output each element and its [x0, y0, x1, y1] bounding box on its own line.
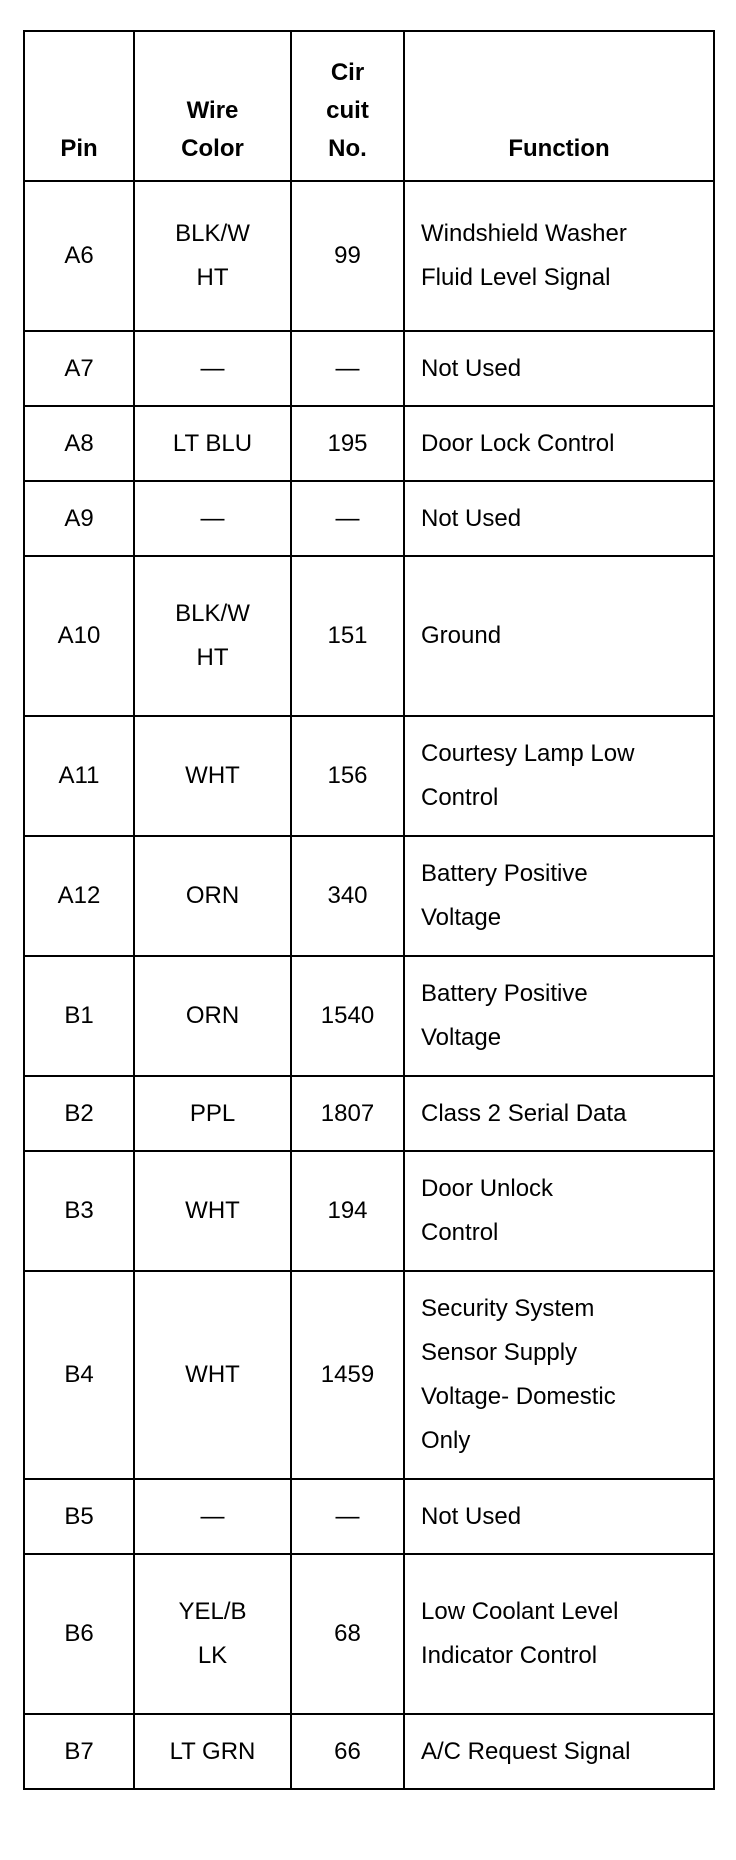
pin-cell: A10 — [24, 556, 134, 716]
wire-color-cell: WHT — [134, 1151, 291, 1271]
table-row — [24, 1714, 714, 1789]
circuit-no-cell: 66 — [291, 1714, 404, 1789]
wire-color-cell: PPL — [134, 1076, 291, 1151]
table-row — [24, 716, 714, 836]
pin-cell: B2 — [24, 1076, 134, 1151]
header-row — [24, 31, 714, 181]
wire-color-cell: ORN — [134, 836, 291, 956]
circuit-no-cell: — — [291, 481, 404, 556]
table-row — [24, 331, 714, 406]
wire-color-cell: WHT — [134, 1271, 291, 1479]
table-row — [24, 836, 714, 956]
table-row — [24, 1271, 714, 1479]
circuit-no-cell: 1459 — [291, 1271, 404, 1479]
circuit-no-cell: — — [291, 1479, 404, 1554]
wire-color-cell: — — [134, 331, 291, 406]
function-cell: Not Used — [404, 481, 714, 556]
pin-cell: A9 — [24, 481, 134, 556]
table-row — [24, 1554, 714, 1714]
circuit-no-cell: 156 — [291, 716, 404, 836]
header-wire-color: Wire Color — [134, 31, 291, 181]
function-cell: Low Coolant Level Indicator Control — [404, 1554, 714, 1714]
circuit-no-cell: 151 — [291, 556, 404, 716]
table-row — [24, 556, 714, 716]
circuit-no-cell: — — [291, 331, 404, 406]
pin-cell: B3 — [24, 1151, 134, 1271]
header-function: Function — [404, 31, 714, 181]
table-row — [24, 1076, 714, 1151]
function-cell: Windshield Washer Fluid Level Signal — [404, 181, 714, 331]
table-row — [24, 956, 714, 1076]
table-row — [24, 1479, 714, 1554]
function-cell: A/C Request Signal — [404, 1714, 714, 1789]
header-circuit-no: Cir cuit No. — [291, 31, 404, 181]
wire-color-cell: — — [134, 481, 291, 556]
pin-cell: A7 — [24, 331, 134, 406]
pin-table — [23, 30, 715, 1790]
wire-color-cell: WHT — [134, 716, 291, 836]
function-cell: Battery Positive Voltage — [404, 836, 714, 956]
table-body — [24, 181, 714, 1789]
circuit-no-cell: 99 — [291, 181, 404, 331]
table-row — [24, 1151, 714, 1271]
table-row — [24, 406, 714, 481]
function-cell: Class 2 Serial Data — [404, 1076, 714, 1151]
pin-cell: B7 — [24, 1714, 134, 1789]
pin-cell: B5 — [24, 1479, 134, 1554]
header-pin: Pin — [24, 31, 134, 181]
pin-cell: B4 — [24, 1271, 134, 1479]
function-cell: Ground — [404, 556, 714, 716]
circuit-no-cell: 1807 — [291, 1076, 404, 1151]
function-cell: Not Used — [404, 1479, 714, 1554]
wire-color-cell: LT GRN — [134, 1714, 291, 1789]
table-row — [24, 481, 714, 556]
circuit-no-cell: 195 — [291, 406, 404, 481]
pin-cell: B1 — [24, 956, 134, 1076]
table-header — [24, 31, 714, 181]
wire-color-cell: ORN — [134, 956, 291, 1076]
wire-color-cell: — — [134, 1479, 291, 1554]
function-cell: Courtesy Lamp Low Control — [404, 716, 714, 836]
pin-cell: A8 — [24, 406, 134, 481]
wire-color-cell: YEL/B LK — [134, 1554, 291, 1714]
wire-color-cell: BLK/W HT — [134, 556, 291, 716]
circuit-no-cell: 68 — [291, 1554, 404, 1714]
circuit-no-cell: 194 — [291, 1151, 404, 1271]
function-cell: Battery Positive Voltage — [404, 956, 714, 1076]
wire-color-cell: LT BLU — [134, 406, 291, 481]
function-cell: Security System Sensor Supply Voltage- Domestic Only — [404, 1271, 714, 1479]
wire-color-cell: BLK/W HT — [134, 181, 291, 331]
pin-cell: A11 — [24, 716, 134, 836]
function-cell: Door Lock Control — [404, 406, 714, 481]
pin-cell: A6 — [24, 181, 134, 331]
pin-cell: A12 — [24, 836, 134, 956]
function-cell: Not Used — [404, 331, 714, 406]
table-row — [24, 181, 714, 331]
circuit-no-cell: 1540 — [291, 956, 404, 1076]
circuit-no-cell: 340 — [291, 836, 404, 956]
pin-cell: B6 — [24, 1554, 134, 1714]
function-cell: Door Unlock Control — [404, 1151, 714, 1271]
